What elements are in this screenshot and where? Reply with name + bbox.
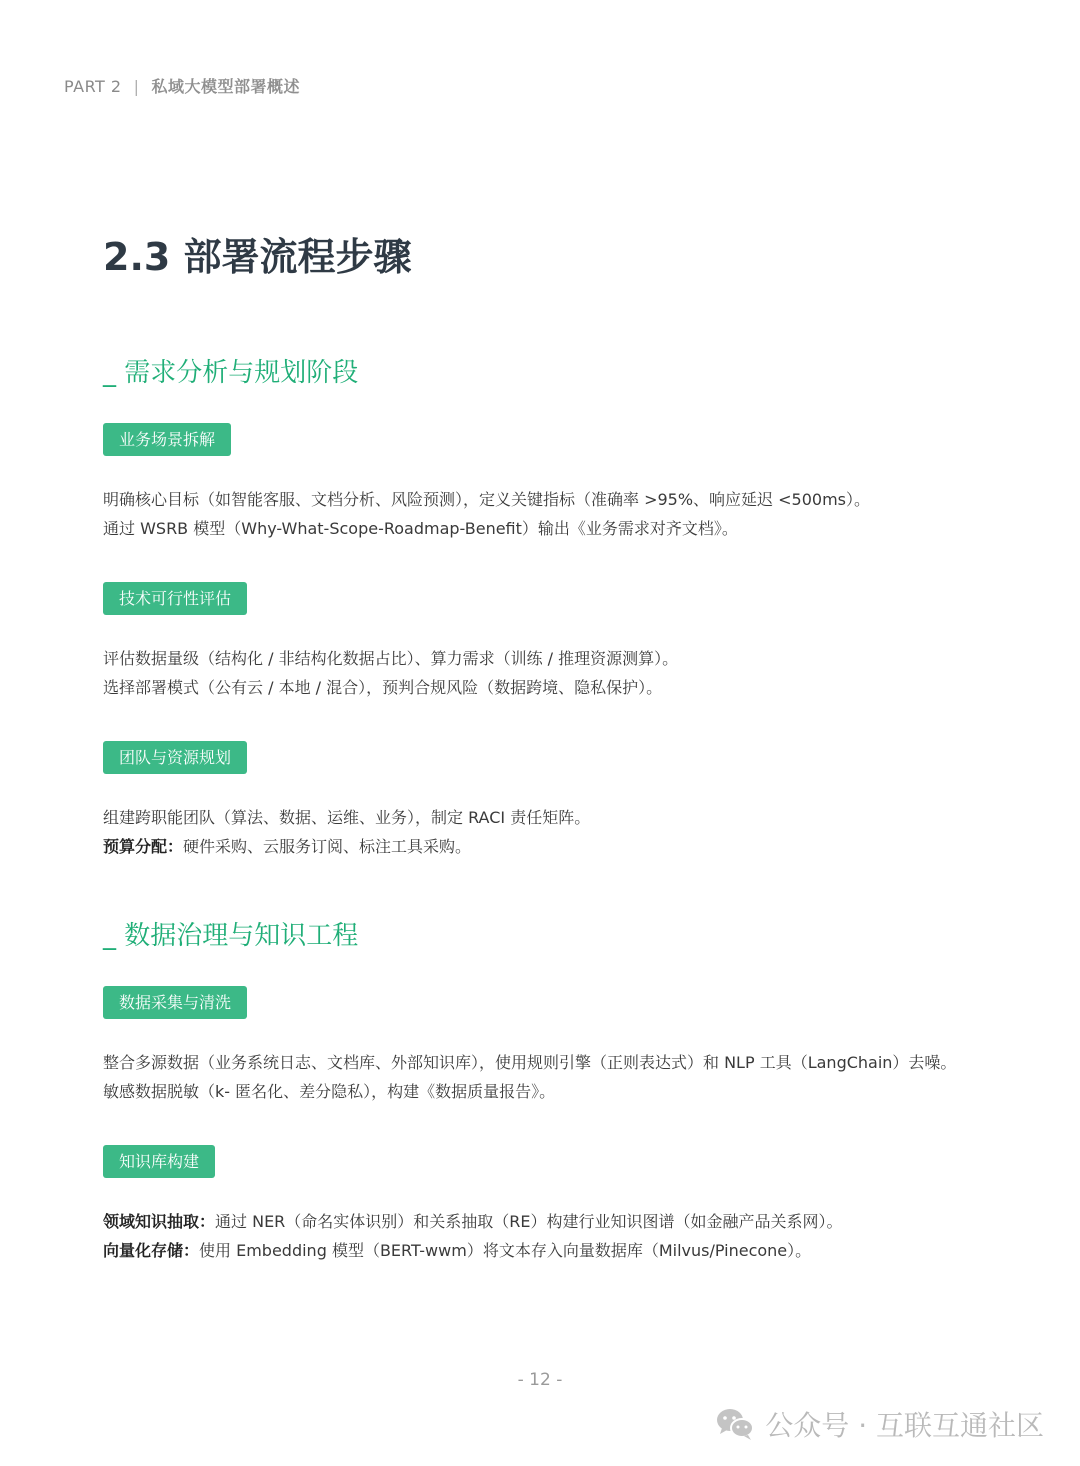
- paragraph-line: 整合多源数据（业务系统日志、文档库、外部知识库），使用规则引擎（正则表达式）和 NLP 工具（LangChain）去噪。: [103, 1053, 957, 1072]
- page-title: 2.3 部署流程步骤: [103, 235, 412, 279]
- paragraph-line: 评估数据量级（结构化 / 非结构化数据占比）、算力需求（训练 / 推理资源测算）。: [103, 649, 679, 668]
- paragraph-line: 通过 WSRB 模型（Why-What-Scope-Roadmap-Benefit）输出《业务需求对齐文档》。: [103, 519, 738, 538]
- section-heading: _ 需求分析与规划阶段: [103, 358, 359, 388]
- paragraph: [103, 644, 1003, 702]
- subsection-tag: 团队与资源规划: [103, 741, 247, 774]
- paragraph-line: 选择部署模式（公有云 / 本地 / 混合），预判合规风险（数据跨境、隐私保护）。: [103, 678, 663, 697]
- page-number: - 12 -: [517, 1370, 563, 1390]
- watermark-text: 公众号 · 互联互通社区: [765, 1409, 1044, 1442]
- paragraph: [103, 1207, 1003, 1265]
- header-separator: |: [133, 77, 140, 96]
- subsection-tag: 数据采集与清洗: [103, 986, 247, 1019]
- paragraph: [103, 803, 1003, 861]
- watermark: [715, 1404, 1044, 1444]
- paragraph-line: 明确核心目标（如智能客服、文档分析、风险预测），定义关键指标（准确率 >95%、响应延迟 <500ms）。: [103, 490, 871, 509]
- paragraph-line: 预算分配：硬件采购、云服务订阅、标注工具采购。: [103, 837, 472, 856]
- subsection-tag: 技术可行性评估: [103, 582, 247, 615]
- wechat-icon: [715, 1407, 755, 1441]
- subsection-tag: 知识库构建: [103, 1145, 215, 1178]
- paragraph: [103, 485, 1003, 543]
- section-heading: _ 数据治理与知识工程: [103, 921, 359, 951]
- paragraph-line: 敏感数据脱敏（k- 匿名化、差分隐私），构建《数据质量报告》。: [103, 1082, 556, 1101]
- paragraph-line: 领域知识抽取：通过 NER（命名实体识别）和关系抽取（RE）构建行业知识图谱（如金融产品关系网）。: [103, 1212, 843, 1231]
- subsection-tag: 业务场景拆解: [103, 423, 231, 456]
- running-header: [64, 74, 300, 97]
- paragraph-line: 向量化存储：使用 Embedding 模型（BERT-wwm）将文本存入向量数据库（Milvus/Pinecone）。: [103, 1241, 812, 1260]
- header-part: PART 2: [64, 77, 122, 96]
- paragraph: [103, 1048, 1003, 1106]
- header-topic: 私域大模型部署概述: [151, 77, 300, 96]
- paragraph-line: 组建跨职能团队（算法、数据、运维、业务），制定 RACI 责任矩阵。: [103, 808, 591, 827]
